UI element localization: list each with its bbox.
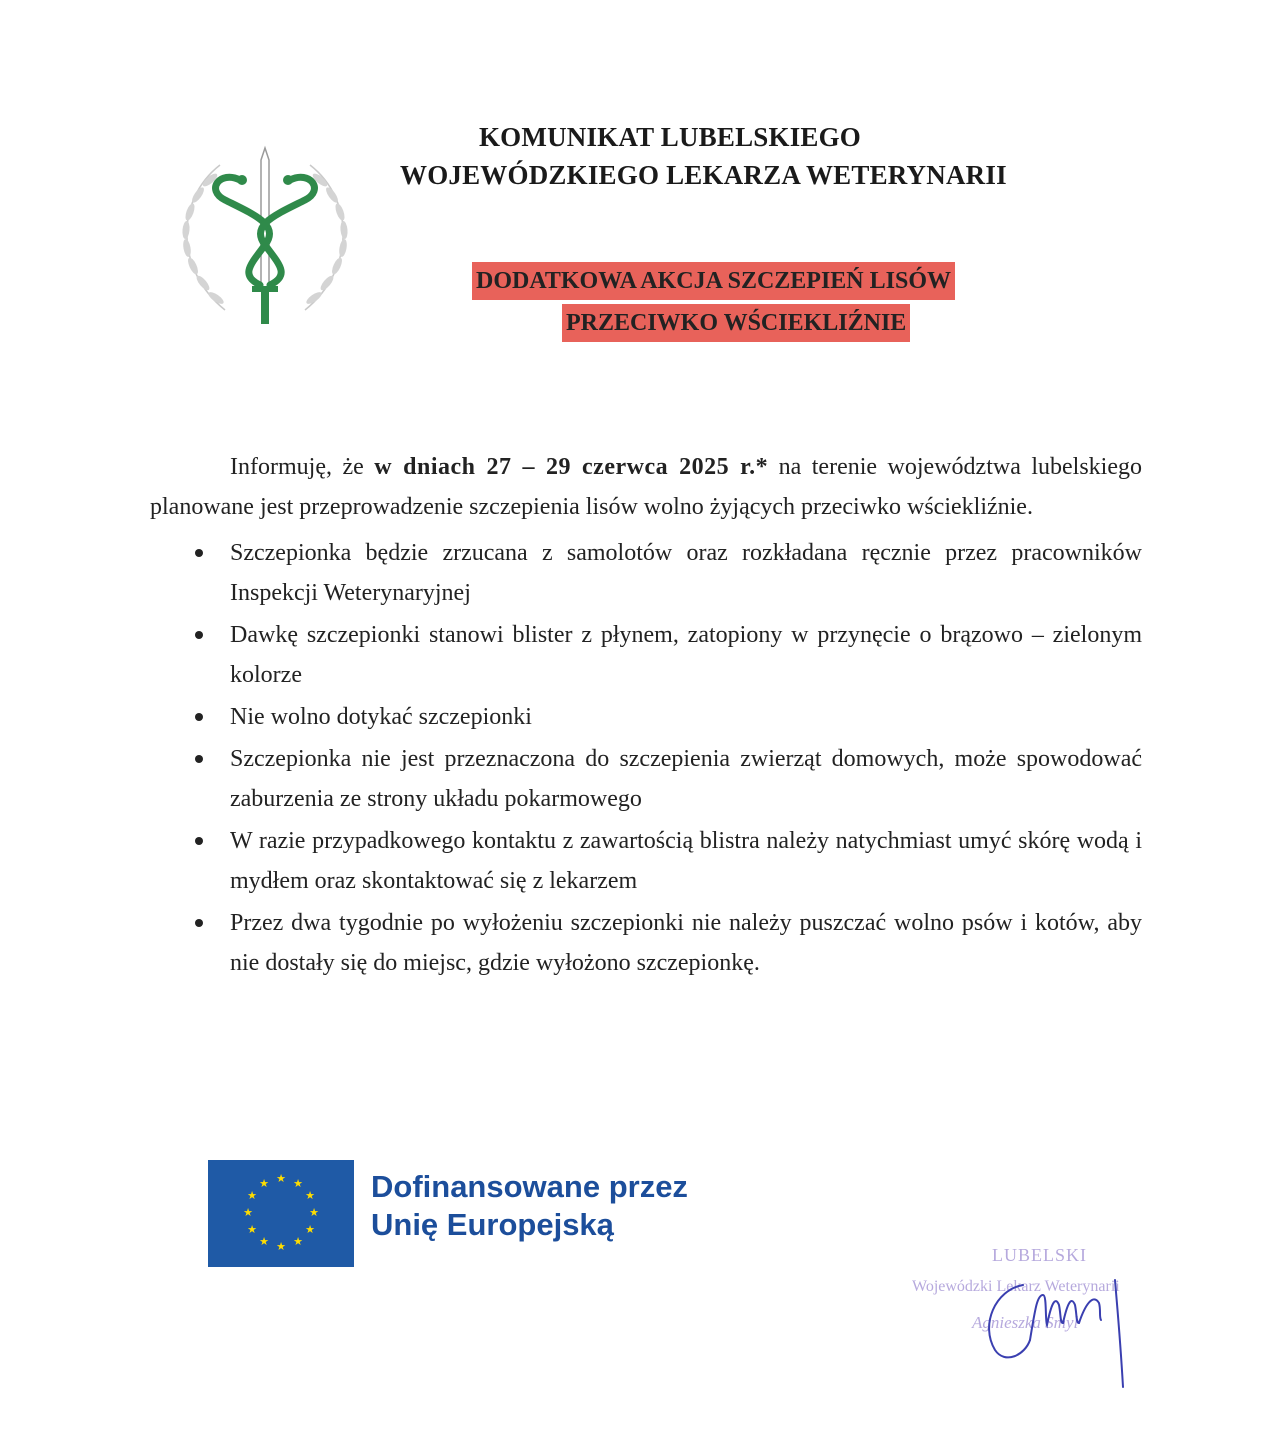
stamp-line-1: LUBELSKI bbox=[992, 1245, 1087, 1265]
bullet-icon bbox=[195, 919, 203, 927]
svg-text:★: ★ bbox=[276, 1172, 286, 1185]
list-item bbox=[150, 533, 1142, 613]
title-line-1: KOMUNIKAT LUBELSKIEGO bbox=[478, 122, 862, 152]
intro-suffix: na terenie województwa lubelskiego planowane jest przeprowadzenie szczepienia lisów wolno żyjących przeciwko wściekliźnie. bbox=[150, 454, 1142, 520]
intro-prefix: Informuję, że bbox=[230, 454, 375, 480]
intro-paragraph bbox=[150, 447, 1142, 527]
bullet-icon bbox=[195, 549, 203, 557]
signature-icon bbox=[975, 1265, 1175, 1390]
list-item-text: Przez dwa tygodnie po wyłożeniu szczepionki nie należy puszczać wolno psów i kotów, aby nie dostały się do miejsc, gdzie wyłożono szczepionkę. bbox=[230, 910, 1142, 976]
eu-funding-text bbox=[371, 1168, 688, 1244]
bullet-list bbox=[150, 533, 1142, 983]
announcement-body bbox=[150, 447, 1142, 985]
svg-text:★: ★ bbox=[305, 1223, 315, 1236]
eu-text-line-1: Dofinansowane przez bbox=[371, 1169, 688, 1204]
svg-text:★: ★ bbox=[259, 1235, 269, 1248]
list-item bbox=[150, 739, 1142, 819]
svg-text:★: ★ bbox=[259, 1177, 269, 1190]
eu-flag-icon bbox=[208, 1160, 354, 1267]
list-item-text: Dawkę szczepionki stanowi blister z płynem, zatopiony w przynęcie o brązowo – zielonym kolorze bbox=[230, 622, 1142, 688]
bullet-icon bbox=[195, 755, 203, 763]
title-line-2: WOJEWÓDZKIEGO LEKARZA WETERYNARII bbox=[400, 160, 1007, 190]
list-item bbox=[150, 615, 1142, 695]
list-item bbox=[150, 697, 1142, 737]
svg-text:★: ★ bbox=[247, 1189, 257, 1202]
list-item-text: W razie przypadkowego kontaktu z zawartością blistra należy natychmiast umyć skórę wodą i mydłem oraz skontaktować się z lekarzem bbox=[230, 828, 1142, 894]
svg-text:★: ★ bbox=[276, 1240, 286, 1253]
list-item-text: Szczepionka będzie zrzucana z samolotów oraz rozkładana ręcznie przez pracowników Inspekcji Weterynaryjnej bbox=[230, 540, 1142, 606]
stamp-line-2: Wojewódzki Lekarz Weterynarii bbox=[912, 1278, 1120, 1295]
list-item-text: Nie wolno dotykać szczepionki bbox=[230, 704, 532, 730]
svg-text:★: ★ bbox=[305, 1189, 315, 1202]
svg-text:★: ★ bbox=[243, 1206, 253, 1219]
highlight-line-1: DODATKOWA AKCJA SZCZEPIEŃ LISÓW bbox=[472, 262, 955, 300]
bullet-icon bbox=[195, 631, 203, 639]
stamp-line-3: Agnieszka Smyl bbox=[972, 1313, 1079, 1332]
bullet-icon bbox=[195, 713, 203, 721]
svg-text:★: ★ bbox=[293, 1235, 303, 1248]
svg-text:★: ★ bbox=[247, 1223, 257, 1236]
page-title bbox=[400, 118, 1007, 194]
intro-dates: w dniach 27 – 29 czerwca 2025 r.* bbox=[374, 454, 769, 480]
highlight-line-2: PRZECIWKO WŚCIEKLIŹNIE bbox=[562, 304, 910, 342]
list-item-text: Szczepionka nie jest przeznaczona do szczepienia zwierząt domowych, może spowodować zaburzenia ze strony układu pokarmowego bbox=[230, 746, 1142, 812]
caduceus-wreath-icon bbox=[160, 140, 370, 335]
list-item bbox=[150, 821, 1142, 901]
bullet-icon bbox=[195, 837, 203, 845]
svg-text:★: ★ bbox=[293, 1177, 303, 1190]
list-item bbox=[150, 903, 1142, 983]
eu-text-line-2: Unię Europejską bbox=[371, 1207, 614, 1242]
svg-text:★: ★ bbox=[309, 1206, 319, 1219]
